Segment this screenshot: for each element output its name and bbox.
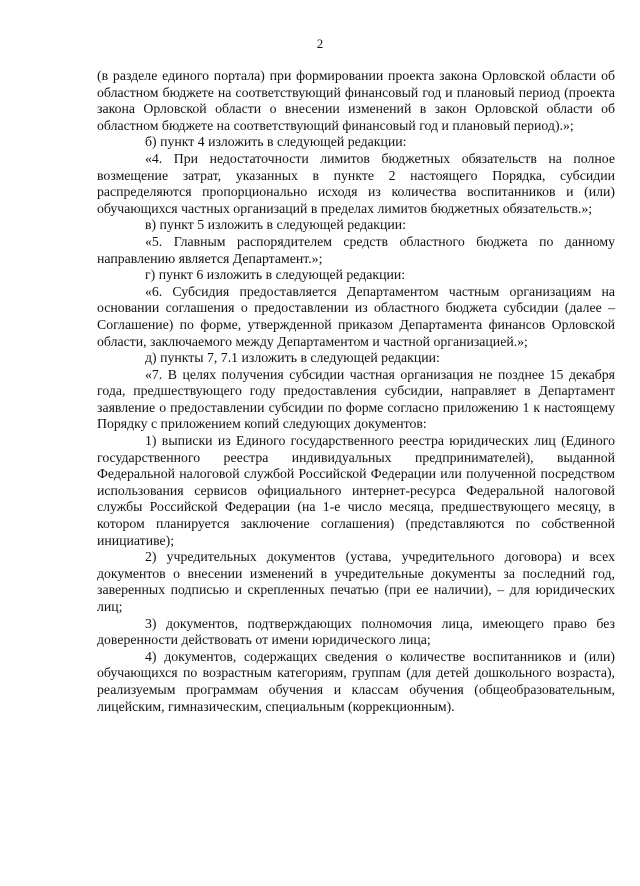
paragraph-clause-4: «4. При недостаточности лимитов бюджетных обязательств на полное возмещение затрат, указанных в пункте 2 настоящего Порядка, субсидии распределяются пропорционально исходя из количества воспитанников и (или) обучающихся частных организаций в пределах лимитов бюджетных обязательств.»; bbox=[97, 150, 615, 216]
paragraph-item-v: в) пункт 5 изложить в следующей редакции: bbox=[145, 217, 406, 233]
list-item-3: 3) документов, подтверждающих полномочия лица, имеющего право без доверенности действовать от имени юридического лица; bbox=[97, 615, 615, 648]
document-body bbox=[97, 68, 615, 715]
paragraph-clause-7: «7. В целях получения субсидии частная организация не позднее 15 декабря года, предшествующего году предоставления субсидии, направляет в Департамент заявление о предоставлении субсидии по форме согласно приложению 1 к настоящему Порядку с приложением копий следующих документов: bbox=[97, 366, 615, 432]
list-item-1: 1) выписки из Единого государственного реестра юридических лиц (Единого государственного реестра индивидуальных предпринимателей), выданной Федеральной налоговой службой Российской Федерации или полученной посредством использования сервисов официального интернет-ресурса Федеральной налоговой службы Российской Федерации (на 1-е число месяца, предшествующего месяцу, в котором планируется заключение соглашения) (представляются по собственной инициативе); bbox=[97, 433, 615, 548]
paragraph-item-b: б) пункт 4 изложить в следующей редакции: bbox=[145, 134, 407, 150]
list-item-4: 4) документов, содержащих сведения о количестве воспитанников и (или) обучающихся по возрастным категориям, группам (для детей дошкольного возраста), реализуемым программам обучения и классам обучения (общеобразовательным, лицейским, гимназическим, специальным (коррекционным). bbox=[97, 648, 615, 714]
list-item-2: 2) учредительных документов (устава, учредительного договора) и всех документов о внесении изменений в учредительные документы за последний год, заверенных подписью и скрепленных печатью (при ее наличии), – для юридических лиц; bbox=[97, 549, 615, 614]
paragraph-item-g: г) пункт 6 изложить в следующей редакции: bbox=[145, 267, 406, 283]
page-number: 2 bbox=[316, 36, 324, 51]
paragraph-clause-5: «5. Главным распорядителем средств областного бюджета по данному направлению является Департамент.»; bbox=[97, 233, 615, 266]
paragraph-continuation: (в разделе единого портала) при формировании проекта закона Орловской области об областном бюджете на соответствующий финансовый год и плановый период (проекта закона Орловской области о внесении изменений в закон Орловской области об областном бюджете на соответствующий финансовый год и плановый период).»; bbox=[97, 68, 615, 133]
paragraph-item-d: д) пункты 7, 7.1 изложить в следующей редакции: bbox=[145, 350, 440, 366]
paragraph-clause-6: «6. Субсидия предоставляется Департаментом частным организациям на основании соглашения о предоставлении из областного бюджета субсидии (далее – Соглашение) по форме, утвержденной приказом Департамента финансов Орловской области, заключаемого между Департаментом и частной организацией.»; bbox=[97, 283, 615, 349]
